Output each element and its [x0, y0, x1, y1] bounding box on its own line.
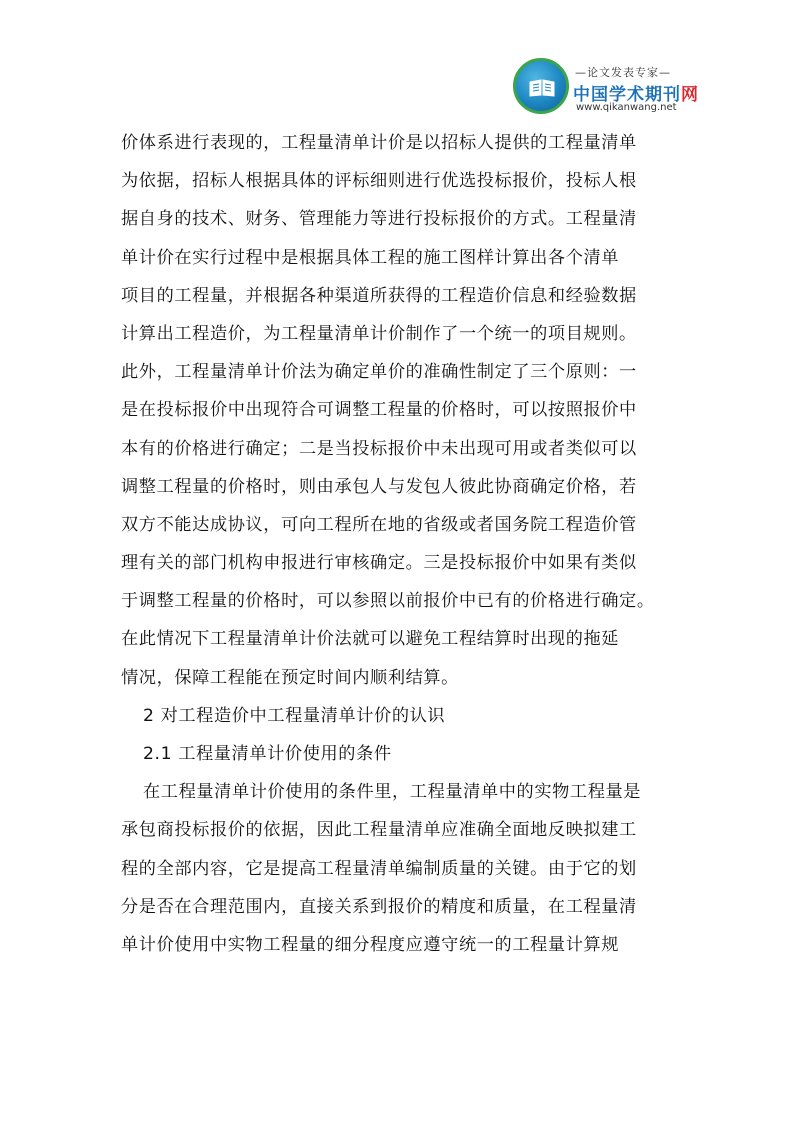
logo-tagline: —论文发表专家—: [575, 66, 671, 79]
text-line: 情况，保障工程能在预定时间内顺利结算。: [121, 667, 459, 688]
text-line: 本有的价格进行确定；二是当投标报价中未出现可用或者类似可以: [121, 438, 637, 459]
text-line: 2.1 工程量清单计价使用的条件: [143, 744, 392, 764]
text-line: 是在投标报价中出现符合可调整工程量的价格时，可以按照报价中: [121, 400, 637, 421]
text-line: 项目的工程量，并根据各种渠道所获得的工程造价信息和经验数据: [121, 285, 637, 306]
text-line: 此外，工程量清单计价法为确定单价的准确性制定了三个原则：一: [121, 362, 637, 383]
document-body: [121, 124, 681, 964]
text-line: 单计价使用中实物工程量的细分程度应遵守统一的工程量计算规: [121, 934, 620, 955]
text-line: 为依据，招标人根据具体的评标细则进行优选投标报价，投标人根: [121, 171, 637, 192]
text-line: 在工程量清单计价使用的条件里，工程量清单中的实物工程量是: [143, 782, 642, 803]
text-line: 理有关的部门机构申报进行审核确定。三是投标报价中如果有类似: [121, 553, 637, 574]
text-line: 价体系进行表现的，工程量清单计价是以招标人提供的工程量清单: [121, 133, 637, 153]
site-logo: [513, 58, 699, 118]
logo-url: www.qikanwang.net: [576, 102, 677, 113]
text-line: 双方不能达成协议，可向工程所在地的省级或者国务院工程造价管: [121, 514, 637, 535]
text-line: 据自身的技术、财务、管理能力等进行投标报价的方式。工程量清: [121, 209, 637, 230]
text-line: 2 对工程造价中工程量清单计价的认识: [143, 705, 446, 726]
text-line: 程的全部内容，它是提高工程量清单编制质量的关键。由于它的划: [121, 858, 637, 879]
logo-emblem: [513, 58, 569, 114]
text-line: 调整工程量的价格时，则由承包人与发包人彼此协商确定价格，若: [121, 476, 637, 497]
logo-name-accent: 网: [681, 85, 699, 105]
logo-name-main: 中国学术期刊: [573, 85, 681, 105]
text-line: 计算出工程造价，为工程量清单计价制作了一个统一的项目规则。: [121, 323, 637, 344]
text-line: 于调整工程量的价格时，可以参照以前报价中已有的价格进行确定。: [121, 591, 655, 612]
text-line: 承包商投标报价的依据，因此工程量清单应准确全面地反映拟建工: [121, 820, 637, 841]
text-line: 单计价在实行过程中是根据具体工程的施工图样计算出各个清单: [121, 247, 620, 268]
text-line: 分是否在合理范围内，直接关系到报价的精度和质量，在工程量清: [121, 896, 637, 917]
text-line: 在此情况下工程量清单计价法就可以避免工程结算时出现的拖延: [121, 629, 620, 650]
open-book-icon: [529, 79, 555, 97]
